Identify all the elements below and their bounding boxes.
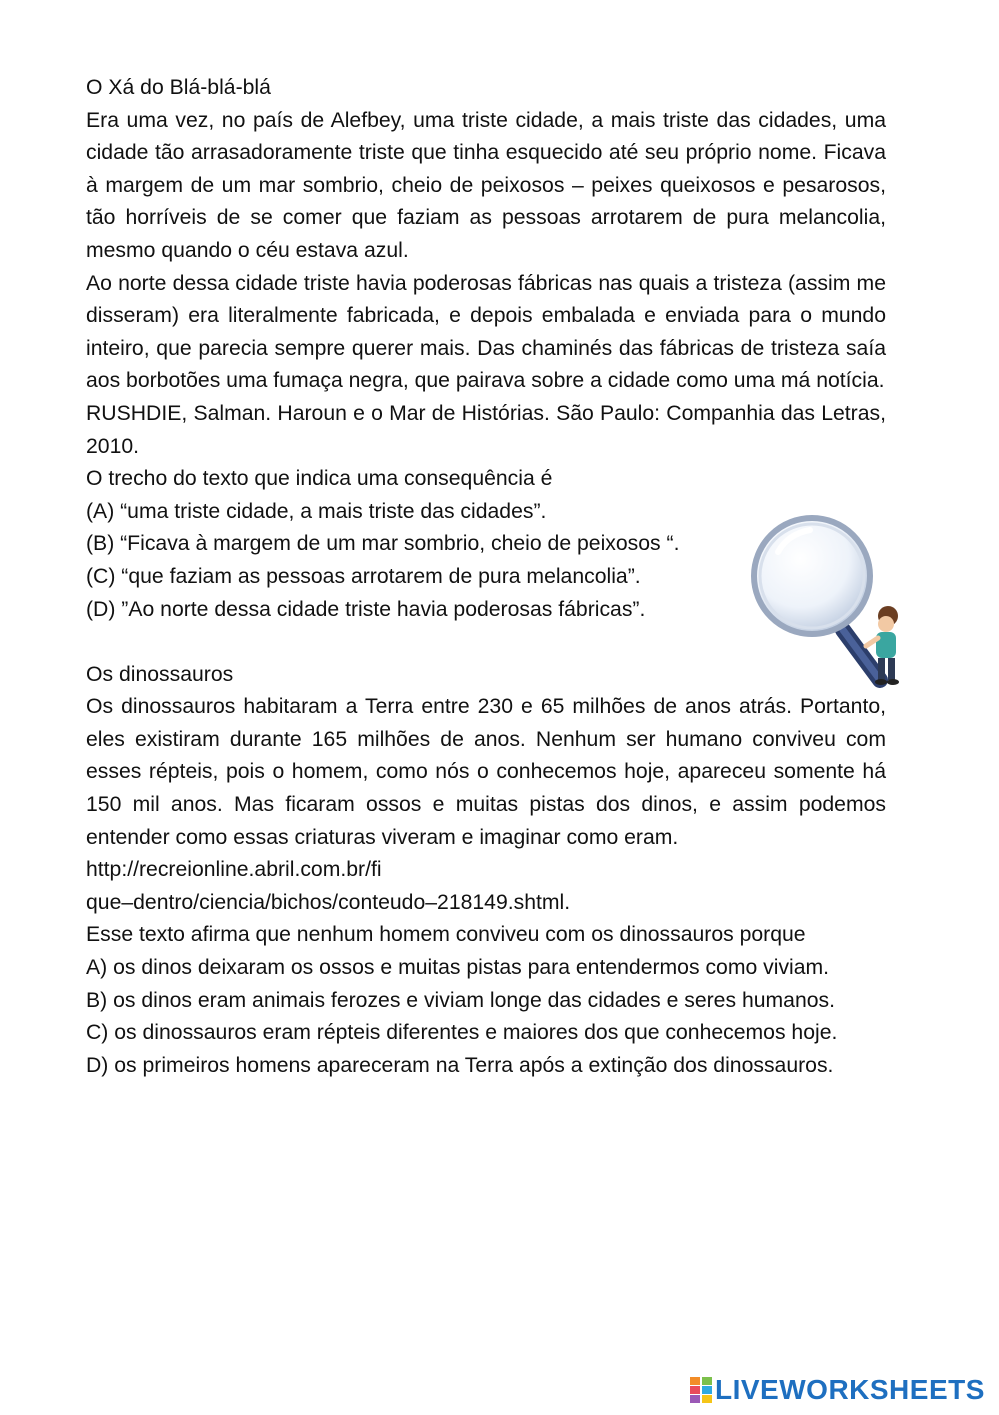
section2-option-b[interactable]: B) os dinos eram animais ferozes e viviam longe das cidades e seres humanos. xyxy=(86,988,835,1012)
section1-reference: RUSHDIE, Salman. Haroun e o Mar de Histórias. São Paulo: Companhia das Letras, 2010. xyxy=(86,401,886,458)
section2-question: Esse texto afirma que nenhum homem conviveu com os dinossauros porque xyxy=(86,923,806,947)
section2-title: Os dinossauros xyxy=(86,662,234,686)
section2-source-line-1: http://recreionline.abril.com.br/fi xyxy=(86,858,382,882)
magnifying-glass-illustration xyxy=(748,512,916,692)
section1-option-a[interactable]: (A) “uma triste cidade, a mais triste das cidades”. xyxy=(86,499,547,523)
section2-option-d[interactable]: D) os primeiros homens apareceram na Terra após a extinção dos dinossauros. xyxy=(86,1053,834,1077)
liveworksheets-logo-text: LIVEWORKSHEETS xyxy=(715,1374,985,1405)
section2-option-c[interactable]: C) os dinossauros eram répteis diferentes e maiores dos que conhecemos hoje. xyxy=(86,1021,838,1045)
section1-paragraph-1: Era uma vez, no país de Alefbey, uma triste cidade, a mais triste das cidades, uma cidade tão arrasadoramente triste que tinha esquecido até seu próprio nome. Ficava à margem de um mar sombrio, cheio de peixosos – peixes queixosos e pesarosos, tão horríveis de se comer que faziam as pessoas arrotarem de pura melancolia, mesmo quando o céu estava azul. xyxy=(86,108,886,262)
section1-option-b[interactable]: (B) “Ficava à margem de um mar sombrio, cheio de peixosos “. xyxy=(86,532,680,556)
section1-question: O trecho do texto que indica uma consequência é xyxy=(86,467,553,491)
section1-title: O Xá do Blá-blá-blá xyxy=(86,76,271,99)
liveworksheets-logo-icon xyxy=(690,1377,712,1403)
section1-paragraph-2: Ao norte dessa cidade triste havia poderosas fábricas nas quais a tristeza (assim me disseram) era literalmente fabricada, e depois embalada e enviada para o mundo inteiro, que parecia sempre querer mais. Das chaminés das fábricas de tristeza saía aos borbotões uma fumaça negra, que pairava sobre a cidade como uma má notícia. xyxy=(86,271,886,393)
section1-option-c[interactable]: (C) “que faziam as pessoas arrotarem de pura melancolia”. xyxy=(86,564,641,588)
section2-option-a[interactable]: A) os dinos deixaram os ossos e muitas pistas para entendermos como viviam. xyxy=(86,956,830,980)
liveworksheets-logo xyxy=(690,1372,985,1408)
section2-source-line-2: que–dentro/ciencia/bichos/conteudo–218149.shtml. xyxy=(86,890,571,914)
section2-paragraph-1: Os dinossauros habitaram a Terra entre 230 e 65 milhões de anos atrás. Portanto, eles existiram durante 165 milhões de anos. Nenhum ser humano conviveu com esses répteis, pois o homem, como nós o conhecemos hoje, apareceu somente há 150 mil anos. Mas ficaram ossos e muitas pistas dos dinos, e assim podemos entender como essas criaturas viveram e imaginar como eram. xyxy=(86,695,886,849)
section1-option-d[interactable]: (D) ”Ao norte dessa cidade triste havia poderosas fábricas”. xyxy=(86,597,646,621)
